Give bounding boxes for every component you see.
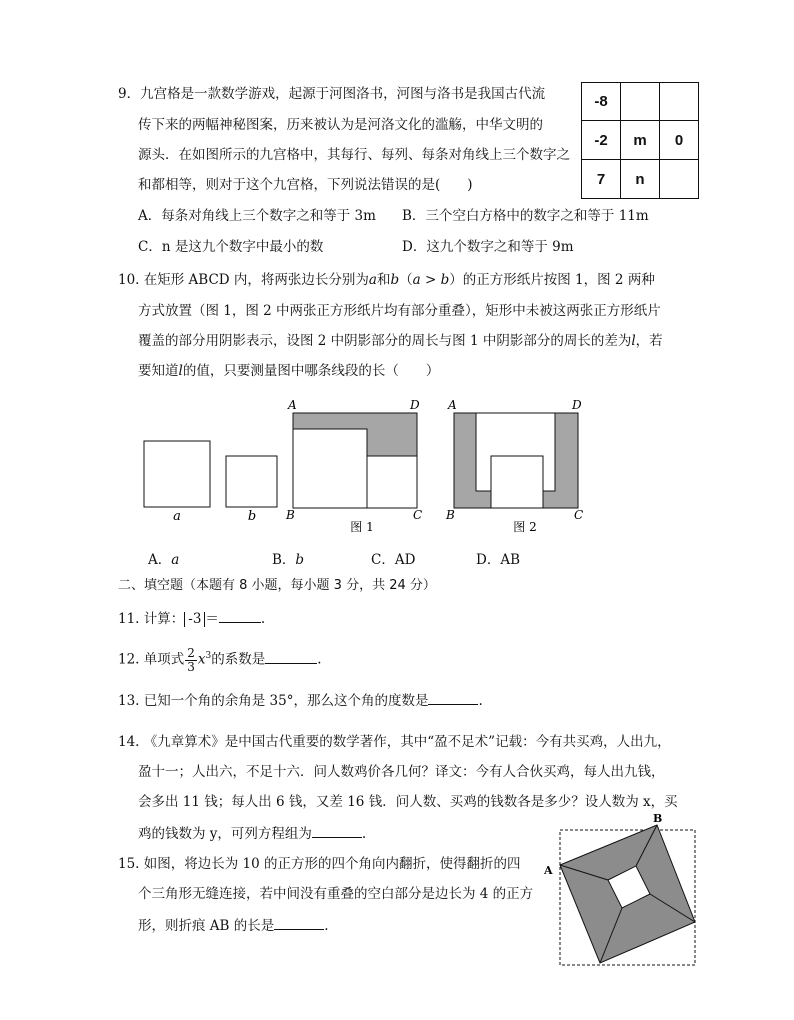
fig1-caption: 图 1: [350, 520, 374, 534]
frac-den: 3: [187, 659, 195, 674]
q10-figures: [0, 395, 794, 545]
fig1-label-D: D: [410, 398, 420, 412]
q12-text: 的系数是: [211, 651, 266, 668]
q10-option-b[interactable]: [272, 551, 304, 569]
q15-folded-square-figure: [540, 810, 700, 970]
q15-line-1: 15. 如图，将边长为 10 的正方形的四个角向内翻折，使得翻折的四: [118, 856, 521, 872]
q14-line-2: 盈十一；人出六，不足十六．问人数鸡价各几何？译文：今有人合伙买鸡，每人出九钱，: [138, 764, 665, 780]
frac-num: 2: [187, 645, 195, 660]
q13-line: [118, 690, 483, 710]
q10-var-a: a: [368, 272, 377, 288]
q10-var-l: l: [178, 363, 183, 379]
q12-period: .: [317, 651, 322, 668]
q11-answer-blank[interactable]: [219, 608, 261, 623]
q9-option-d[interactable]: D．这九个数字之和等于 9m: [402, 239, 574, 255]
label-a: a: [173, 509, 181, 524]
fraction-two-thirds: [185, 647, 197, 674]
q11-line: [118, 608, 265, 628]
q10-option-c[interactable]: C．AD: [371, 552, 416, 568]
q10-var-b: b: [390, 272, 400, 288]
fig2-caption: 图 2: [513, 520, 537, 534]
fig2-label-D: D: [572, 398, 582, 412]
q15-period: .: [324, 918, 329, 934]
q10-var-l: l: [631, 333, 636, 349]
q10-line-3: [138, 332, 663, 350]
option-prefix: B．: [272, 552, 296, 568]
q9-option-c[interactable]: C．n 是这九个数字中最小的数: [138, 239, 324, 255]
label-A: A: [544, 864, 553, 877]
q15-text: 形，则折痕 AB 的长是: [138, 918, 275, 934]
square-a: [144, 441, 210, 507]
q10-line-4: [138, 362, 439, 380]
grid-cell-r2c2: m: [621, 121, 660, 160]
q9-line-3: 源头．在如图所示的九宫格中，其每行、每列、每条对角线上三个数字之: [138, 147, 570, 163]
option-prefix: A．: [148, 552, 172, 568]
q15-line-3: [138, 915, 329, 935]
q9-line-1: 9．九宫格是一款数学游戏，起源于河图洛书，河图与洛书是我国古代流: [118, 86, 546, 102]
q14-period: .: [361, 826, 367, 842]
grid-cell-r1c3: [660, 83, 699, 121]
q10-text: 10. 在矩形 ABCD 内，将两张边长分别为: [118, 272, 369, 288]
q14-line-1: 14. 《九章算术》是中国古代重要的数学著作，其中“盈不足术”记载：今有共买鸡，人出九，: [118, 734, 671, 750]
q10-text-and: 和: [376, 272, 391, 288]
option-var: b: [295, 552, 305, 568]
q9-option-a[interactable]: A．每条对角线上三个数字之和等于 3m: [138, 208, 376, 224]
q10-text: 要知道: [138, 363, 179, 379]
exponent: 3: [205, 651, 212, 661]
fig1-label-C: C: [413, 508, 423, 522]
q12-text: 12. 单项式: [118, 651, 185, 668]
q13-text: 13. 已知一个角的余角是 35°，那么这个角的度数是: [118, 693, 429, 709]
q10-cond-a: a: [412, 272, 421, 288]
fig2-label-B: B: [446, 508, 455, 522]
q13-period: .: [478, 693, 483, 709]
magic-square-grid: [581, 82, 699, 199]
q9-option-b[interactable]: B．三个空白方格中的数字之和等于 11m: [402, 208, 649, 224]
abs-value: -3: [184, 612, 205, 627]
q14-line-3: 会多出 11 钱；每人出 6 钱，又差 16 钱．问人数、买鸡的钱数各是多少？设人数为 x，买: [138, 794, 678, 810]
q10-line-2: 方式放置（图 1，图 2 中两张正方形纸片均有部分重叠），矩形中未被这两张正方形纸片: [138, 303, 661, 319]
q14-text: 鸡的钱数为 y，可列方程组为: [138, 826, 312, 842]
grid-cell-r2c1: -2: [582, 121, 621, 160]
square-b: [226, 456, 277, 507]
grid-cell-r3c2: n: [621, 160, 660, 199]
option-var: a: [171, 552, 180, 568]
q10-option-a[interactable]: [148, 551, 179, 569]
q10-text: ，若: [635, 333, 663, 349]
label-b: b: [247, 509, 257, 524]
section-2-heading: 二、填空题（本题有 8 小题，每小题 3 分，共 24 分）: [118, 578, 436, 593]
grid-cell-r3c3: [660, 160, 699, 199]
q10-text: 的值，只要测量图中哪条线段的长（ ）: [182, 363, 440, 379]
grid-cell-r1c2: [621, 83, 660, 121]
q15-line-2: 个三角形无缝连接，若中间没有重叠的空白部分是边长为 4 的正方: [138, 886, 534, 902]
q13-answer-blank[interactable]: [428, 690, 478, 705]
q10-line-1: [118, 271, 655, 289]
fig1-label-B: B: [286, 508, 295, 522]
grid-cell-r1c1: -8: [582, 83, 621, 121]
q10-cond-gt: >: [420, 272, 441, 288]
q15-answer-blank[interactable]: [274, 915, 324, 930]
q9-line-4: 和都相等，则对于这个九宫格，下列说法错误的是( ): [138, 177, 473, 193]
q11-period: .: [260, 611, 266, 627]
q10-cond-b: b: [440, 272, 450, 288]
q11-text: 11. 计算：: [118, 611, 185, 627]
label-B: B: [653, 812, 663, 825]
fig1-square-b: [367, 456, 417, 508]
fig2-label-C: C: [574, 508, 584, 522]
var-x: x: [197, 651, 206, 668]
q14-answer-blank[interactable]: [312, 823, 362, 838]
q11-equals: ＝: [205, 611, 219, 627]
q10-text: 覆盖的部分用阴影表示，设图 2 中阴影部分的周长与图 1 中阴影部分的周长的差为: [138, 333, 632, 349]
grid-cell-r3c1: 7: [582, 160, 621, 199]
q10-option-d[interactable]: D．AB: [476, 552, 520, 568]
fig2-label-A: A: [448, 398, 457, 412]
q12-answer-blank[interactable]: [265, 649, 317, 664]
q10-cond-open: （: [399, 272, 413, 288]
folded-triangles: [560, 825, 695, 963]
grid-cell-r2c3: 0: [660, 121, 699, 160]
q12-line: [118, 641, 322, 675]
q14-line-4: [138, 823, 366, 843]
fig1-label-A: A: [288, 398, 297, 412]
q10-text-end: ）的正方形纸片按图 1，图 2 两种: [449, 272, 655, 288]
q9-line-2: 传下来的两幅神秘图案，历来被认为是河洛文化的滥觞，中华文明的: [138, 117, 543, 133]
fig1-square-a: [293, 429, 367, 508]
fig2-square-b: [491, 456, 543, 508]
